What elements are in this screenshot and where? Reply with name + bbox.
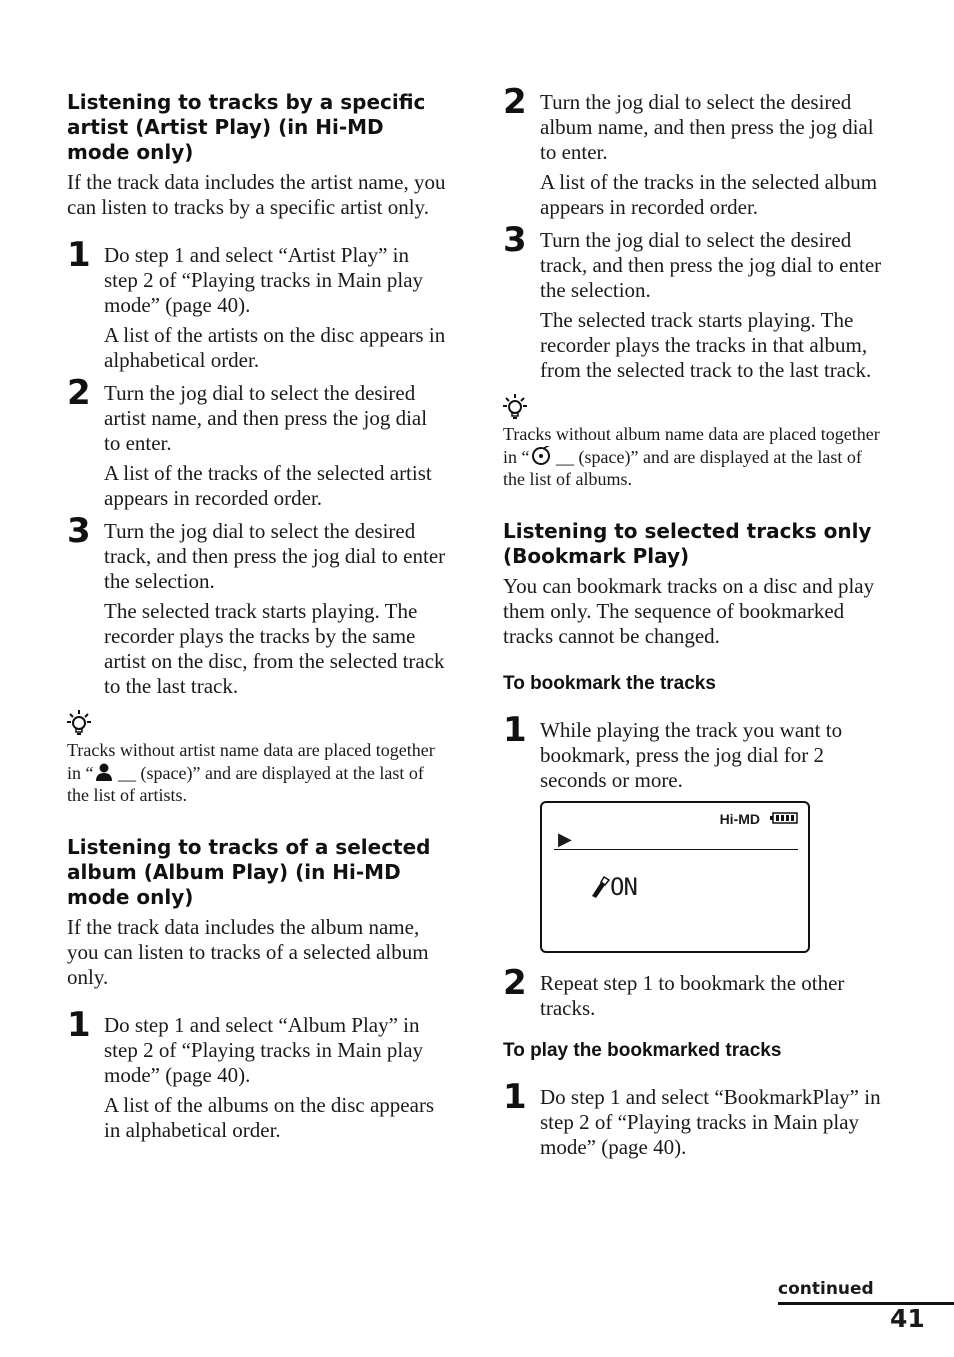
step-text: Turn the jog dial to select the desired artist name, and then press the jog dial to enter.: [104, 381, 428, 455]
step-text: Do step 1 and select “BookmarkPlay” in step 2 of “Playing tracks in Main play mode” (page 40).: [540, 1084, 881, 1159]
step-text: Repeat step 1 to bookmark the other tracks.: [540, 970, 845, 1020]
hint-bulb-icon: [67, 709, 91, 737]
continued-label: continued: [778, 1279, 874, 1299]
bookmark-step-2: [503, 962, 883, 1021]
himd-logo: Hi-MD: [719, 810, 760, 827]
right-column: [503, 82, 883, 1168]
bookmark-icon: [590, 876, 610, 898]
lcd-display-illustration: [540, 801, 810, 953]
hint-bulb-icon: [503, 393, 527, 421]
step-text: Turn the jog dial to select the desired album name, and then press the jog dial to enter.: [540, 90, 874, 164]
step-number: 1: [503, 709, 527, 750]
step-number: 3: [67, 511, 91, 551]
album-step-3: [503, 220, 883, 383]
step-result: A list of the tracks in the selected album appears in recorded order.: [540, 170, 878, 219]
step-number: 2: [503, 962, 527, 1003]
bookmark-play-intro: You can bookmark tracks on a disc and play them only. The sequence of bookmarked tracks cannot be changed.: [503, 573, 875, 648]
bookmark-subheading: To bookmark the tracks: [503, 672, 716, 694]
artist-step-3: [67, 511, 447, 699]
step-result: The selected track starts playing. The recorder plays the tracks in that album, from the selected track to the last track.: [540, 308, 872, 382]
step-result: A list of the tracks of the selected artist appears in recorded order.: [104, 461, 432, 510]
left-column: [67, 90, 447, 1151]
step-number: 1: [503, 1076, 527, 1117]
step-text: Do step 1 and select “Artist Play” in step 2 of “Playing tracks in Main play mode” (page 40).: [104, 243, 424, 317]
album-hint: [503, 393, 883, 491]
step-number: 2: [67, 373, 91, 413]
artist-play-heading: Listening to tracks by a specific artist (Artist Play) (in Hi-MD mode only): [67, 90, 426, 164]
step-text: Do step 1 and select “Album Play” in step 2 of “Playing tracks in Main play mode” (page 40).: [104, 1012, 424, 1087]
bookmark-step-1: [503, 709, 883, 793]
album-step-1: [67, 1004, 447, 1143]
step-result: A list of the albums on the disc appears in alphabetical order.: [104, 1092, 435, 1142]
artist-step-1: [67, 235, 447, 373]
step-result: A list of the artists on the disc appears in alphabetical order.: [104, 323, 446, 372]
artist-play-intro: If the track data includes the artist name, you can listen to tracks by a specific artist only.: [67, 170, 446, 219]
step-number: 1: [67, 1004, 91, 1045]
play-icon: ▶: [558, 828, 572, 849]
album-step-2: [503, 82, 883, 220]
artist-step-2: [67, 373, 447, 511]
step-number: 2: [503, 82, 527, 122]
page-number: 41: [890, 1304, 925, 1333]
artist-person-icon: [94, 762, 114, 782]
bookmark-indicator: [590, 872, 637, 901]
album-disc-icon: [530, 446, 552, 466]
display-divider: [554, 849, 798, 850]
bookmark-subheading: To play the bookmarked tracks: [503, 1039, 782, 1061]
step-text: Turn the jog dial to select the desired track, and then press the jog dial to enter the selection.: [104, 519, 446, 593]
album-play-intro: If the track data includes the album name, you can listen to tracks of a selected album only.: [67, 914, 429, 989]
artist-hint: [67, 709, 447, 807]
step-number: 3: [503, 220, 527, 260]
step-text: While playing the track you want to bookmark, press the jog dial for 2 seconds or more.: [540, 717, 843, 792]
step-text: Turn the jog dial to select the desired track, and then press the jog dial to enter the selection.: [540, 228, 882, 302]
bookmark-step-3: [503, 1076, 883, 1160]
battery-icon: [770, 812, 798, 824]
bookmark-play-heading: Listening to selected tracks only (Bookmark Play): [503, 518, 872, 568]
hint-text: Tracks without artist name data are placed together in “ __ (space)” and are displayed at the last of the list of artists.: [67, 740, 435, 805]
footer-rule: [778, 1302, 954, 1305]
step-result: The selected track starts playing. The recorder plays the tracks by the same artist on the disc, from the selected track to the last track.: [104, 599, 445, 698]
hint-text: Tracks without album name data are placed together in “ __ (space)” and are displayed at the last of the list of albums.: [503, 424, 880, 489]
bookmark-state: ON: [610, 872, 637, 901]
album-play-heading: Listening to tracks of a selected album (Album Play) (in Hi-MD mode only): [67, 834, 431, 909]
step-number: 1: [67, 235, 91, 275]
